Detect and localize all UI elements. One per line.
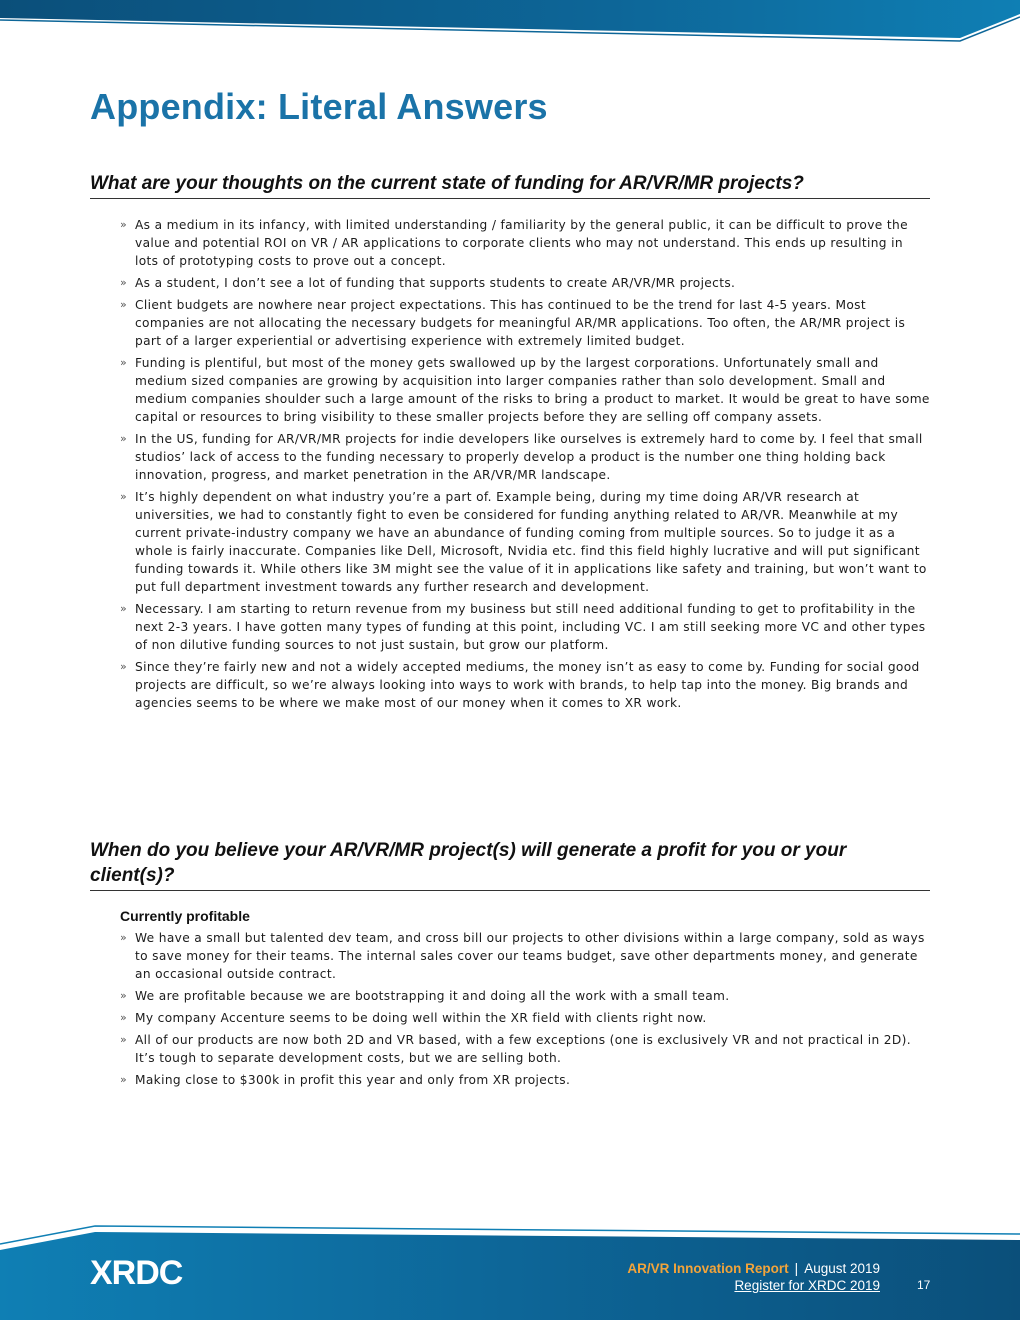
- list-item: » Funding is plentiful, but most of the money gets swallowed up by the largest corporations. Unfortunately small and medium sized companies are growing by acquisition into larger companies rather than solo development. Small and medium companies shoulder such a large amount of the risks to bring a product to market. It would be great to have some capital or resources to bring visibility to these smaller projects before they are selling off company assets.: [120, 354, 930, 426]
- xrdc-logo: XRDC: [90, 1254, 183, 1292]
- top-banner: [0, 0, 1020, 50]
- subheading: Currently profitable: [120, 908, 250, 924]
- list-item: » My company Accenture seems to be doing well within the XR field with clients right now.: [120, 1009, 930, 1027]
- list-item: » It’s highly dependent on what industry you’re a part of. Example being, during my time doing AR/VR research at universities, we had to constantly fight to even be considered for funding anything related to AR/VR. Meanwhile at my current private-industry company we have an abundance of funding coming from multiple sources. So to judge it as a whole is fairly inaccurate. Companies like Dell, Microsoft, Nvidia etc. find this field highly lucrative and will put significant funding towards it. While others like 3M might see the value of it in applications like safety and training, but won’t want to put full department investment towards any further research and development.: [120, 488, 930, 596]
- list-item: » Necessary. I am starting to return revenue from my business but still need additional funding to get to profitability in the next 2-3 years. I have gotten many types of funding at this point, including VC. I am still seeking more VC and other types of non dilutive funding sources to not just sustain, but grow our platform.: [120, 600, 930, 654]
- list-item: » All of our products are now both 2D and VR based, with a few exceptions (one is exclusively VR and not practical in 2D). It’s tough to separate development costs, but we are selling both.: [120, 1031, 930, 1067]
- register-link[interactable]: Register for XRDC 2019: [734, 1278, 880, 1293]
- report-line: [627, 1260, 880, 1277]
- section-question: What are your thoughts on the current state of funding for AR/VR/MR projects?: [90, 171, 930, 199]
- answer-list: [120, 929, 930, 1093]
- page-title: Appendix: Literal Answers: [90, 86, 548, 127]
- list-item: » Making close to $300k in profit this year and only from XR projects.: [120, 1071, 930, 1089]
- footer-text: [627, 1260, 880, 1294]
- list-item: » We are profitable because we are bootstrapping it and doing all the work with a small team.: [120, 987, 930, 1005]
- list-item: » In the US, funding for AR/VR/MR projects for indie developers like ourselves is extremely hard to come by. I feel that small studios’ lack of access to the funding necessary to properly develop a product is the number one thing holding back innovation, progress, and market penetration in the AR/VR/MR landscape.: [120, 430, 930, 484]
- list-item: » Client budgets are nowhere near project expectations. This has continued to be the trend for last 4-5 years. Most companies are not allocating the necessary budgets for meaningful AR/MR applications. Too often, the AR/MR project is part of a larger experiential or advertising experience with extremely limited budget.: [120, 296, 930, 350]
- separator: |: [794, 1261, 799, 1276]
- list-item: » Since they’re fairly new and not a widely accepted mediums, the money isn’t as easy to come by. Funding for social good projects are difficult, so we’re always looking into ways to work with brands, to help tap into the money. Big brands and agencies seems to be where we make most of our money when it comes to XR work.: [120, 658, 930, 712]
- section-question: [90, 838, 930, 891]
- answer-list: [120, 216, 930, 716]
- list-item: » As a medium in its infancy, with limited understanding / familiarity by the general public, it can be difficult to prove the value and potential ROI on VR / AR applications to corporate clients who may not understand. This ends up resulting in lots of prototyping costs to prove out a concept.: [120, 216, 930, 270]
- section-question-text: When do you believe your AR/VR/MR project(s) will generate a profit for you or your client(s)?: [90, 840, 847, 886]
- report-date: August 2019: [804, 1261, 880, 1276]
- report-name: AR/VR Innovation Report: [627, 1261, 789, 1276]
- page-number: 17: [917, 1278, 931, 1292]
- list-item: » As a student, I don’t see a lot of funding that supports students to create AR/VR/MR projects.: [120, 274, 930, 292]
- list-item: » We have a small but talented dev team, and cross bill our projects to other divisions within a large company, sold as ways to save money for their teams. The internal sales cover our teams budget, save other departments money, and generate an occasional outside contract.: [120, 929, 930, 983]
